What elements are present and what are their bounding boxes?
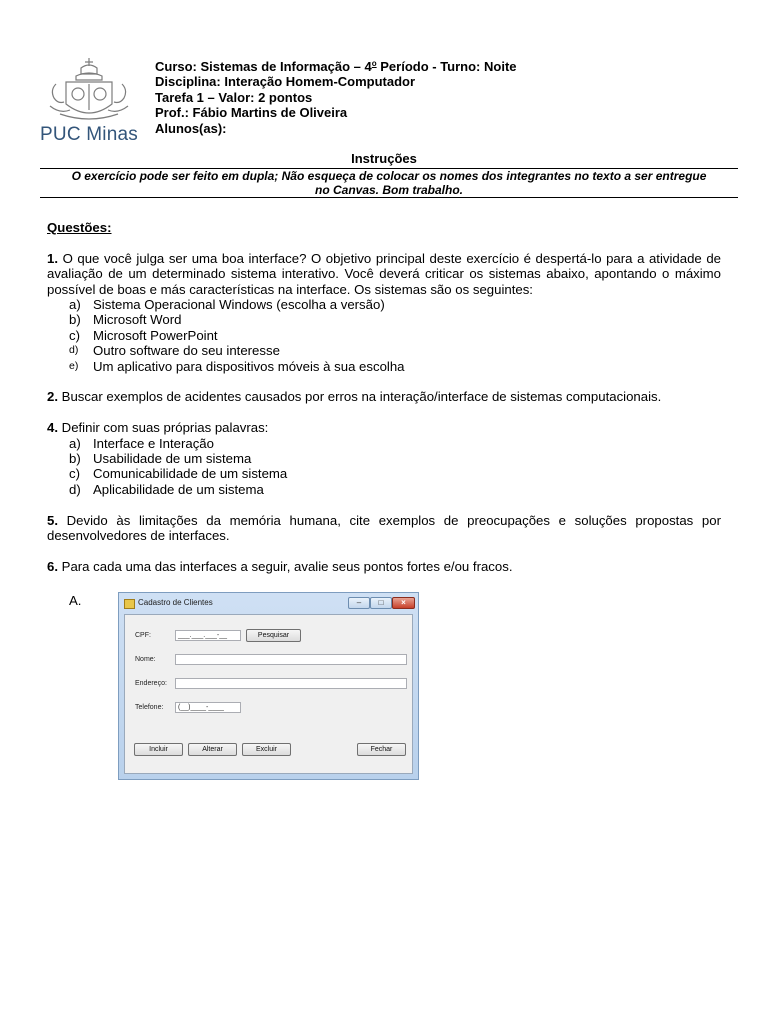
professor-line: Prof.: Fábio Martins de Oliveira xyxy=(155,105,348,121)
question-2 xyxy=(47,389,721,404)
window-titlebar xyxy=(119,593,418,614)
customer-form-window xyxy=(118,592,419,780)
question-6-number: 6. xyxy=(47,558,58,574)
list-marker: a) xyxy=(69,435,81,451)
instructions-line-1: O exercício pode ser feito em dupla; Não esqueça de colocar os nomes dos integrantes no texto a ser entregue xyxy=(71,169,707,183)
discipline-line: Disciplina: Interação Homem-Computador xyxy=(155,74,416,90)
question-5-text: Devido às limitações da memória humana, cite exemplos de preocupações e soluções propostas por desenvolvedores de interfaces. xyxy=(47,512,721,544)
question-2-number: 2. xyxy=(47,389,58,405)
question-1 xyxy=(47,251,721,297)
divider-bottom xyxy=(40,197,738,198)
question-1-number: 1. xyxy=(47,250,58,266)
question-6 xyxy=(47,559,721,574)
list-marker: b) xyxy=(69,451,81,467)
list-text: Microsoft PowerPoint xyxy=(93,327,218,343)
question-1-list xyxy=(47,297,721,374)
list-item xyxy=(69,436,721,451)
question-5-number: 5. xyxy=(47,512,58,528)
instructions-text xyxy=(40,169,738,197)
list-item xyxy=(69,297,721,312)
list-text: Outro software do seu interesse xyxy=(93,343,280,359)
list-marker: d) xyxy=(69,481,81,497)
list-item xyxy=(69,359,721,374)
course-ordinal: o xyxy=(371,59,377,68)
name-input[interactable] xyxy=(175,654,407,665)
question-4-number: 4. xyxy=(47,420,58,436)
insert-button[interactable]: Incluir xyxy=(134,743,183,756)
crest-icon xyxy=(36,56,142,122)
question-4-list xyxy=(47,436,721,498)
list-marker: a) xyxy=(69,297,81,313)
window-title: Cadastro de Clientes xyxy=(138,598,213,607)
list-text: Microsoft Word xyxy=(93,312,182,328)
phone-label: Telefone: xyxy=(135,704,164,711)
delete-button[interactable]: Excluir xyxy=(242,743,291,756)
close-icon[interactable]: × xyxy=(392,597,415,609)
list-item xyxy=(69,343,721,358)
cpf-input[interactable]: ___.___.___-__ xyxy=(175,630,241,641)
list-text: Um aplicativo para dispositivos móveis à sua escolha xyxy=(93,358,405,374)
list-item xyxy=(69,482,721,497)
list-text: Aplicabilidade de um sistema xyxy=(93,481,264,497)
students-line: Alunos(as): xyxy=(155,120,227,136)
list-marker: d) xyxy=(69,344,79,357)
close-button[interactable]: Fechar xyxy=(357,743,406,756)
window-client-area xyxy=(124,614,413,774)
puc-minas-logo xyxy=(36,56,142,148)
list-marker: c) xyxy=(69,466,80,482)
list-marker: c) xyxy=(69,327,80,343)
window-app-icon xyxy=(124,599,135,609)
list-item xyxy=(69,328,721,343)
question-6-text: Para cada uma das interfaces a seguir, avalie seus pontos fortes e/ou fracos. xyxy=(58,558,513,574)
list-marker: e) xyxy=(69,359,79,372)
instructions-line-2: no Canvas. Bom trabalho. xyxy=(314,183,464,197)
question-5 xyxy=(47,513,721,544)
search-button[interactable]: Pesquisar xyxy=(246,629,301,642)
list-marker: b) xyxy=(69,312,81,328)
list-text: Comunicabilidade de um sistema xyxy=(93,466,288,482)
question-1-text: O que você julga ser uma boa interface? O objetivo principal deste exercício é despertá-lo para a atividade de avaliação de um determinado sistema interativo. Você deverá criticar os sistemas abaixo, apontando o máximo possível de boas e más características na interface. Os sistemas são os seguintes: xyxy=(47,250,721,297)
list-item xyxy=(69,451,721,466)
question-2-text: Buscar exemplos de acidentes causados por erros na interação/interface de sistemas computacionais. xyxy=(58,389,662,405)
list-text: Interface e Interação xyxy=(93,435,214,451)
course-line xyxy=(155,59,517,74)
question-4 xyxy=(47,420,721,435)
logo-text: PUC Minas xyxy=(40,124,138,145)
course-prefix: Curso: Sistemas de Informação – 4 xyxy=(155,59,372,74)
maximize-icon[interactable]: □ xyxy=(370,597,392,609)
list-text: Usabilidade de um sistema xyxy=(93,451,252,467)
phone-input[interactable]: (__)____-____ xyxy=(175,702,241,713)
list-item xyxy=(69,466,721,481)
interface-a-label: A. xyxy=(69,593,82,608)
list-text: Sistema Operacional Windows (escolha a versão) xyxy=(93,297,385,313)
course-suffix: Período - Turno: Noite xyxy=(376,59,517,74)
question-4-text: Definir com suas próprias palavras: xyxy=(58,420,269,436)
course-header xyxy=(155,59,517,136)
instructions-title: Instruções xyxy=(351,151,417,166)
name-label: Nome: xyxy=(135,656,156,663)
questions-body xyxy=(47,220,721,574)
address-label: Endereço: xyxy=(135,680,167,687)
task-line: Tarefa 1 – Valor: 2 pontos xyxy=(155,89,313,105)
address-input[interactable] xyxy=(175,678,407,689)
update-button[interactable]: Alterar xyxy=(188,743,237,756)
list-item xyxy=(69,312,721,327)
minimize-icon[interactable]: – xyxy=(348,597,370,609)
questions-heading: Questões: xyxy=(47,220,112,235)
cpf-label: CPF: xyxy=(135,632,151,639)
